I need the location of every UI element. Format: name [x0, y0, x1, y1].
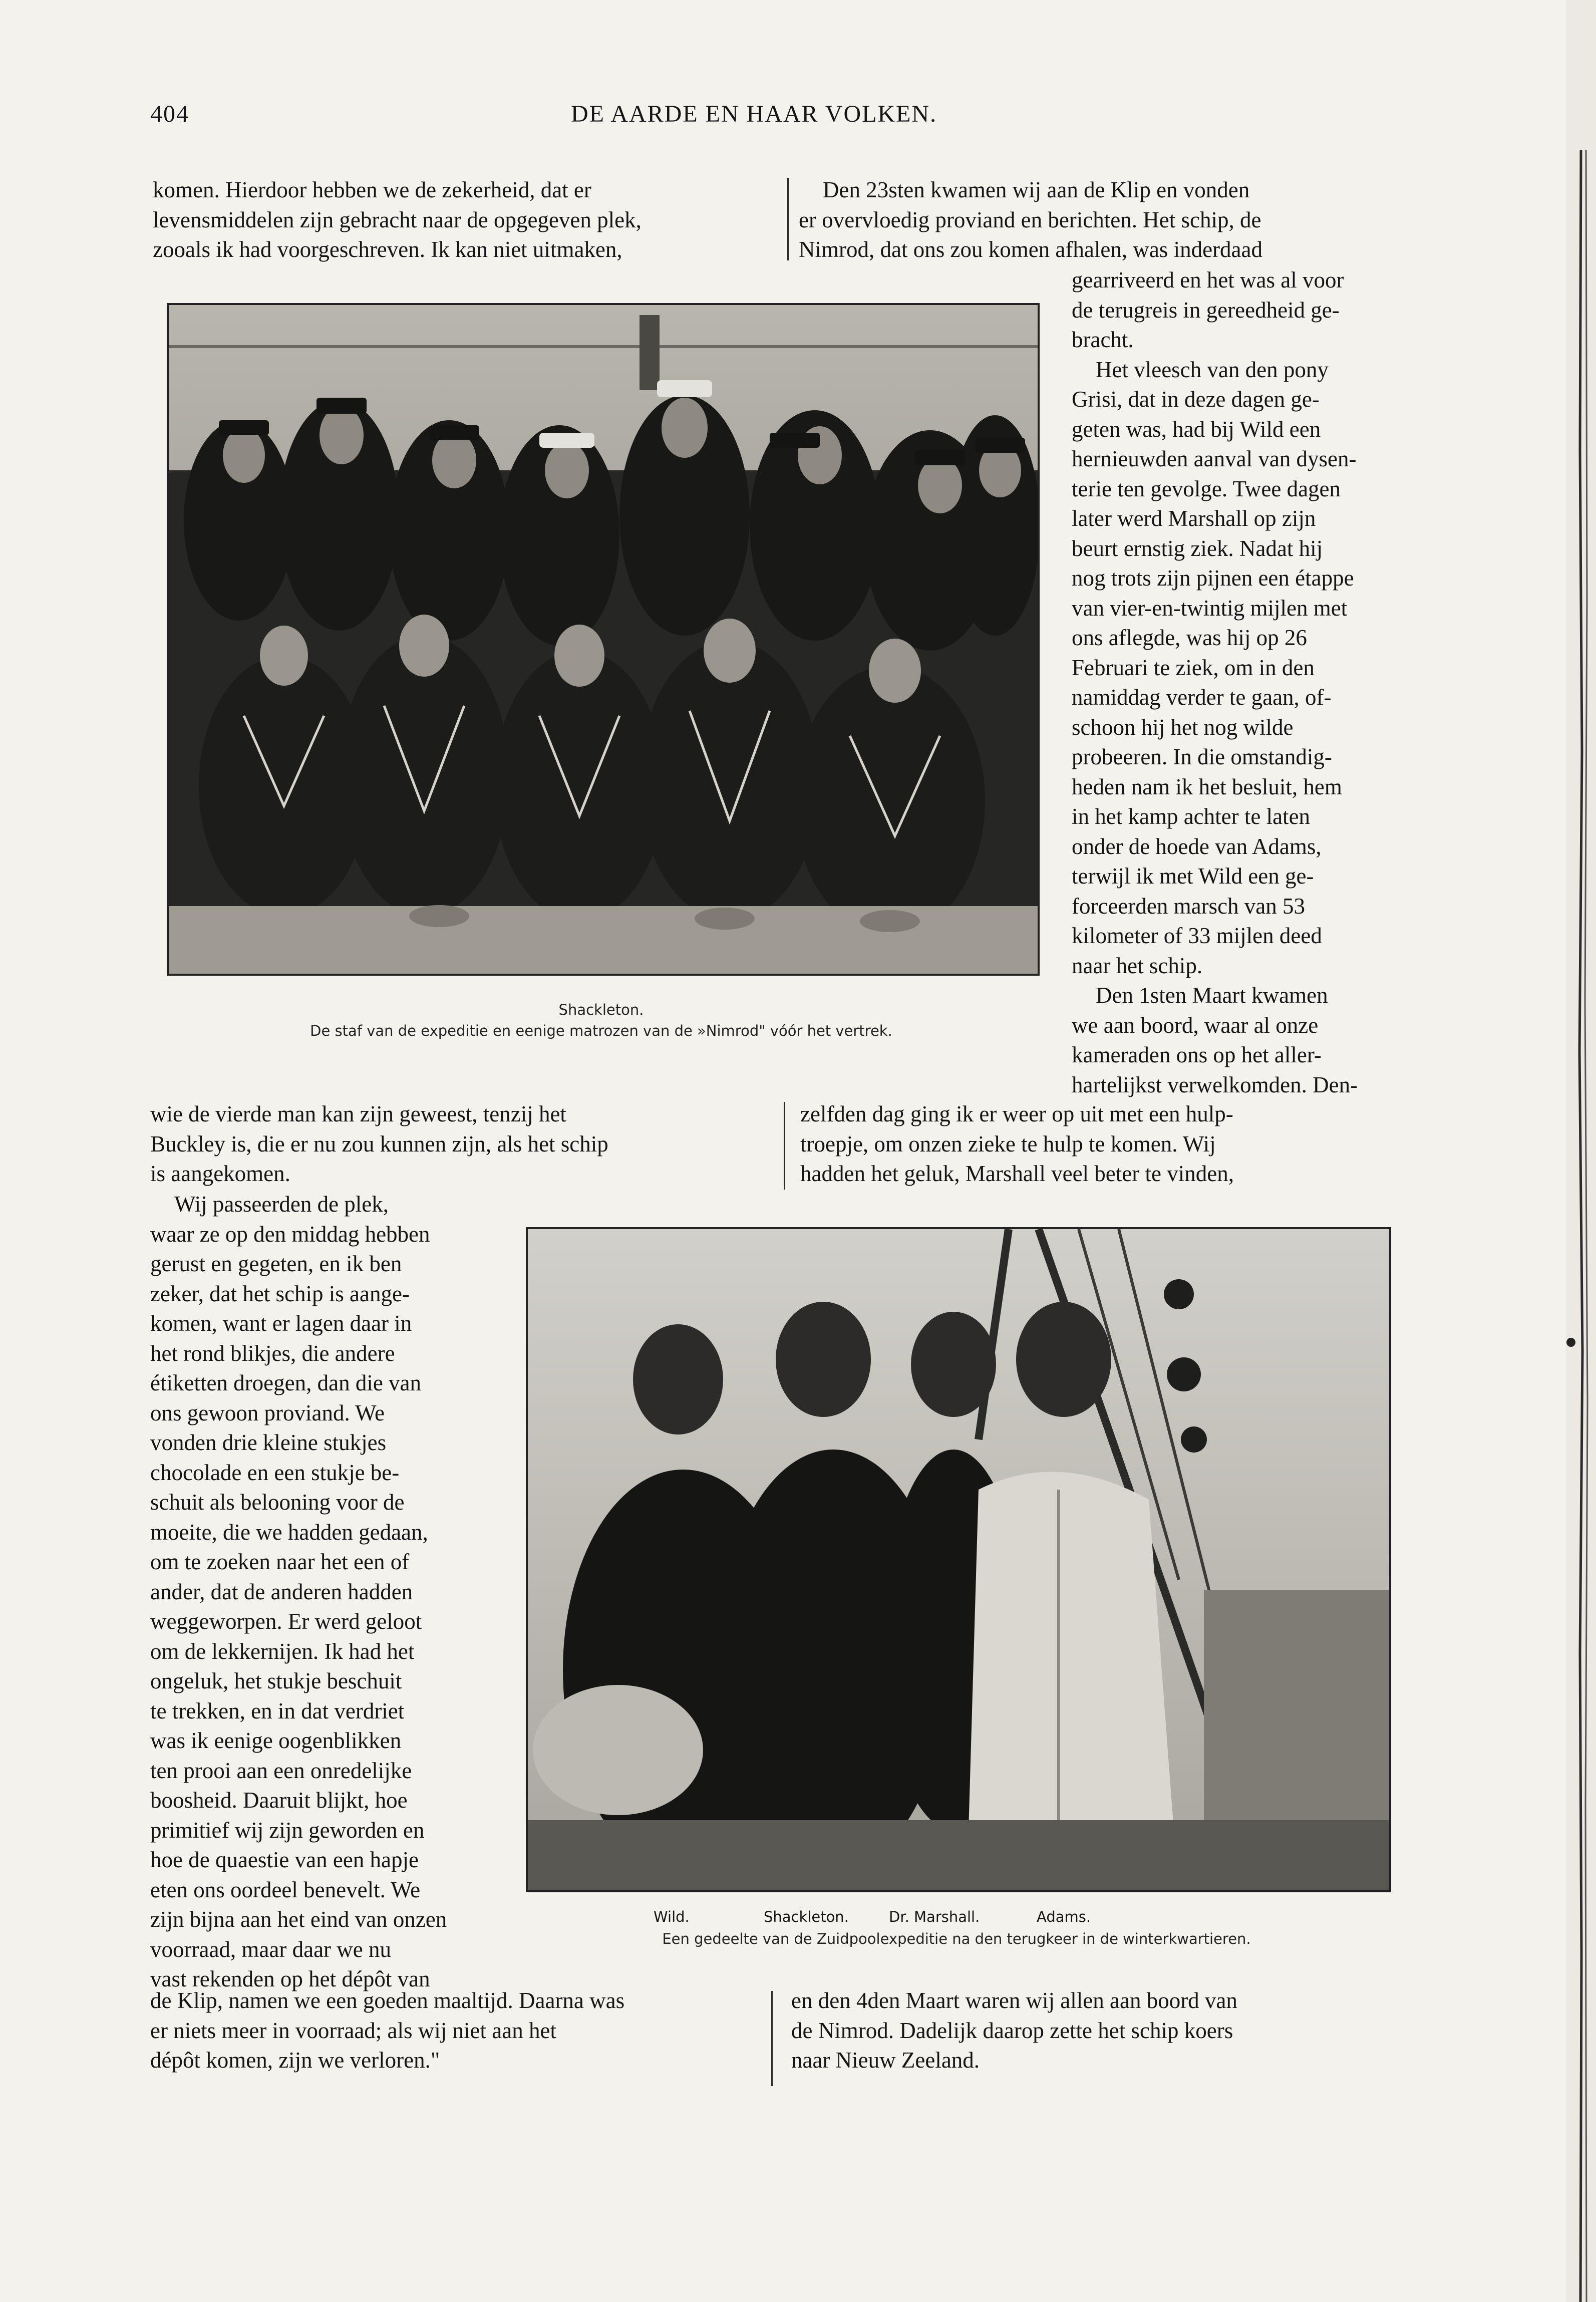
column-divider: [787, 178, 789, 260]
text-line: dépôt komen, zijn we verloren.": [150, 2048, 440, 2073]
text-line: wie de vierde man kan zijn geweest, tenzij het: [150, 1101, 566, 1126]
text-line: beurt ernstig ziek. Nadat hij: [1072, 535, 1323, 561]
text-line: gerust en gegeten, en ik ben: [150, 1251, 402, 1276]
mid-right-column: [800, 1099, 1417, 1189]
text-line: Wij passeerden de plek,: [174, 1192, 389, 1217]
text-line: naar Nieuw Zeeland.: [791, 2048, 980, 2073]
text-line: forceerden marsch van 53: [1072, 893, 1306, 919]
text-line: te trekken, en in dat verdriet: [150, 1698, 405, 1723]
text-line: komen. Hierdoor hebben we de zekerheid, dat er: [153, 177, 591, 202]
text-line: heden nam ik het besluit, hem: [1072, 774, 1342, 799]
running-title: DE AARDE EN HAAR VOLKEN.: [571, 101, 937, 127]
text-line: hoe de quaestie van een hapje: [150, 1847, 419, 1872]
text-line: terie ten gevolge. Twee dagen: [1072, 476, 1341, 501]
text-line: de Klip, namen we een goeden maaltijd. Daarna was: [150, 1988, 625, 2013]
text-line: Grisi, dat in deze dagen ge-: [1072, 387, 1320, 412]
column-divider: [771, 1991, 773, 2086]
photo2-name: Wild.: [654, 1908, 690, 1925]
text-line: is aangekomen.: [150, 1161, 290, 1186]
text-line: ongeluk, het stukje beschuit: [150, 1668, 402, 1693]
mid-left-column: [150, 1099, 764, 1189]
text-line: schoon hij het nog wilde: [1072, 714, 1294, 740]
text-line: eten ons oordeel benevelt. We: [150, 1877, 421, 1902]
page-number: 404: [150, 101, 189, 127]
text-line: hernieuwden aanval van dysen-: [1072, 446, 1357, 471]
text-line: ten prooi aan een onredelijke: [150, 1758, 412, 1783]
text-line: in het kamp achter te laten: [1072, 804, 1311, 829]
text-line: étiketten droegen, dan die van: [150, 1370, 422, 1395]
text-line: vast rekenden op het dépôt van: [150, 1966, 430, 1991]
right-narrow-column: [1072, 265, 1417, 1100]
text-line: zooals ik had voorgeschreven. Ik kan niet uitmaken,: [153, 237, 622, 262]
text-line: bracht.: [1072, 327, 1134, 352]
column-divider: [784, 1102, 785, 1190]
top-right-column: [799, 175, 1417, 265]
text-line: probeeren. In die omstandig-: [1072, 744, 1332, 769]
left-narrow-column: [150, 1190, 496, 1994]
text-line: terwijl ik met Wild een ge-: [1072, 864, 1314, 889]
text-line: om te zoeken naar het een of: [150, 1549, 410, 1574]
photo2-name-row: [526, 1908, 1387, 1928]
text-line: Den 23sten kwamen wij aan de Klip en vonden: [823, 177, 1250, 202]
text-line: om de lekkernijen. Ik had het: [150, 1638, 415, 1664]
text-line: de terugreis in gereedheid ge-: [1072, 297, 1340, 323]
text-line: zijn bijna aan het eind van onzen: [150, 1907, 447, 1932]
text-line: ons aflegde, was hij op 26: [1072, 625, 1307, 650]
scan-page-edge: [1551, 0, 1596, 2302]
photo2-caption: Een gedeelte van de Zuidpoolexpeditie na den terugkeer in de winterkwartieren.: [662, 1930, 1251, 1947]
text-line: Buckley is, die er nu zou kunnen zijn, als het schip: [150, 1131, 608, 1157]
text-line: moeite, die we hadden gedaan,: [150, 1519, 428, 1545]
text-line: schuit als belooning voor de: [150, 1490, 405, 1515]
photo-expedition-staff: [167, 303, 1040, 976]
photo2-name: Shackleton.: [764, 1908, 849, 1925]
text-line: nog trots zijn pijnen een étappe: [1072, 565, 1354, 591]
photo-expedition-staff-image: [169, 305, 1038, 974]
text-line: voorraad, maar daar we nu: [150, 1936, 392, 1962]
text-line: levensmiddelen zijn gebracht naar de opgegeven plek,: [153, 207, 642, 232]
text-line: zelfden dag ging ik er weer op uit met een hulp-: [800, 1101, 1233, 1126]
photo1-caption: De staf van de expeditie en eenige matrozen van de »Nimrod" vóór het vertrek.: [310, 1022, 892, 1039]
text-line: kameraden ons op het aller-: [1072, 1042, 1322, 1067]
text-line: chocolade en een stukje be-: [150, 1460, 400, 1485]
text-line: naar het schip.: [1072, 953, 1203, 978]
text-line: troepje, om onzen zieke te hulp te komen. Wij: [800, 1131, 1216, 1157]
photo-polar-party: [526, 1227, 1391, 1892]
text-line: de Nimrod. Dadelijk daarop zette het schip koers: [791, 2018, 1233, 2043]
text-line: komen, want er lagen daar in: [150, 1311, 412, 1336]
photo2-name: Adams.: [1037, 1908, 1091, 1925]
text-line: het rond blikjes, die andere: [150, 1340, 395, 1366]
text-line: Februari te ziek, om in den: [1072, 655, 1315, 680]
text-line: Het vleesch van den pony: [1096, 357, 1329, 382]
text-line: zeker, dat het schip is aange-: [150, 1281, 410, 1306]
photo1-caption-name: Shackleton.: [558, 1001, 644, 1018]
top-left-column: [153, 175, 774, 265]
text-line: was ik eenige oogenblikken: [150, 1728, 402, 1753]
text-line: we aan boord, waar al onze: [1072, 1012, 1319, 1038]
text-line: er overvloedig proviand en berichten. Het schip, de: [799, 207, 1261, 232]
bottom-right-column: [791, 1986, 1407, 2076]
text-line: namiddag verder te gaan, of-: [1072, 685, 1332, 710]
photo2-name: Dr. Marshall.: [889, 1908, 980, 1925]
text-line: vonden drie kleine stukjes: [150, 1430, 387, 1455]
text-line: van vier-en-twintig mijlen met: [1072, 595, 1348, 621]
text-line: ander, dat de anderen hadden: [150, 1579, 413, 1604]
bottom-left-column: [150, 1986, 756, 2076]
text-line: later werd Marshall op zijn: [1072, 506, 1316, 531]
text-line: en den 4den Maart waren wij allen aan boord van: [791, 1988, 1237, 2013]
text-line: onder de hoede van Adams,: [1072, 833, 1322, 859]
text-line: Den 1sten Maart kwamen: [1096, 983, 1328, 1008]
text-line: weggeworpen. Er werd geloot: [150, 1609, 422, 1634]
text-line: geten was, had bij Wild een: [1072, 416, 1321, 442]
text-line: ons gewoon proviand. We: [150, 1400, 385, 1425]
text-line: waar ze op den middag hebben: [150, 1221, 430, 1247]
text-line: hadden het geluk, Marshall veel beter te vinden,: [800, 1161, 1234, 1186]
text-line: kilometer of 33 mijlen deed: [1072, 923, 1322, 948]
photo-polar-party-image: [528, 1229, 1389, 1890]
text-line: primitief wij zijn geworden en: [150, 1817, 425, 1843]
text-line: Nimrod, dat ons zou komen afhalen, was inderdaad: [799, 237, 1262, 262]
text-line: hartelijkst verwelkomden. Den-: [1072, 1072, 1358, 1097]
text-line: boosheid. Daaruit blijkt, hoe: [150, 1788, 408, 1813]
text-line: er niets meer in voorraad; als wij niet aan het: [150, 2018, 556, 2043]
text-line: gearriveerd en het was al voor: [1072, 267, 1344, 293]
